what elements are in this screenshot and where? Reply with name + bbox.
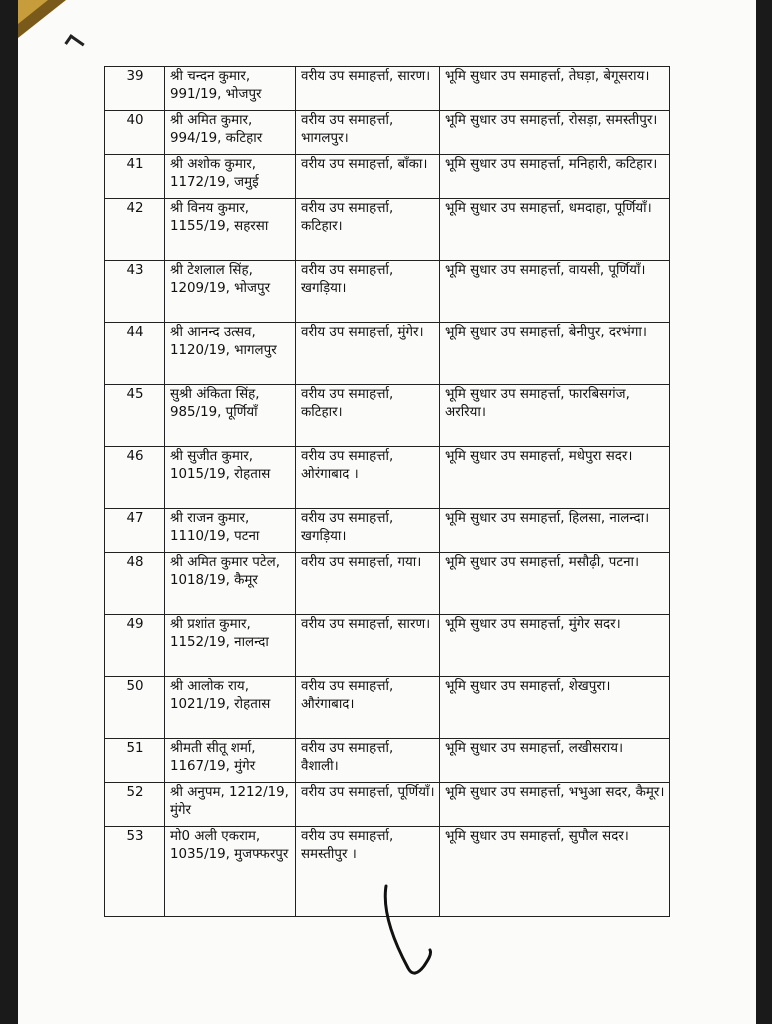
table-row <box>105 615 670 677</box>
current-posting-cell: वरीय उप समाहर्त्ता, ओरंगाबाद । <box>296 447 440 509</box>
serial-number-cell: 39 <box>105 67 165 111</box>
new-posting-cell: भूमि सुधार उप समाहर्त्ता, मधेपुरा सदर। <box>440 447 670 509</box>
current-posting-cell: वरीय उप समाहर्त्ता, पूर्णियाँ। <box>296 783 440 827</box>
new-posting-cell: भूमि सुधार उप समाहर्त्ता, तेघड़ा, बेगूसराय। <box>440 67 670 111</box>
current-posting-cell: वरीय उप समाहर्त्ता, भागलपुर। <box>296 111 440 155</box>
serial-number-cell: 43 <box>105 261 165 323</box>
officer-name-cell: श्री अमित कुमार पटेल, 1018/19, कैमूर <box>165 553 296 615</box>
table-row <box>105 199 670 261</box>
officer-name-cell: श्री आलोक राय, 1021/19, रोहतास <box>165 677 296 739</box>
new-posting-cell: भूमि सुधार उप समाहर्त्ता, मसौढ़ी, पटना। <box>440 553 670 615</box>
table-row <box>105 323 670 385</box>
table-row <box>105 509 670 553</box>
table-body <box>105 67 670 917</box>
serial-number-cell: 48 <box>105 553 165 615</box>
serial-number-cell: 42 <box>105 199 165 261</box>
page-corner-fold-light <box>18 0 48 24</box>
new-posting-cell: भूमि सुधार उप समाहर्त्ता, शेखपुरा। <box>440 677 670 739</box>
current-posting-cell: वरीय उप समाहर्त्ता, खगड़िया। <box>296 261 440 323</box>
new-posting-cell: भूमि सुधार उप समाहर्त्ता, धमदाहा, पूर्णियाँ। <box>440 199 670 261</box>
serial-number-cell: 52 <box>105 783 165 827</box>
officer-name-cell: श्री सुजीत कुमार, 1015/19, रोहतास <box>165 447 296 509</box>
serial-number-cell: 46 <box>105 447 165 509</box>
officer-name-cell: श्री टेशलाल सिंह, 1209/19, भोजपुर <box>165 261 296 323</box>
officer-name-cell: श्री राजन कुमार, 1110/19, पटना <box>165 509 296 553</box>
table-row <box>105 67 670 111</box>
table-row <box>105 447 670 509</box>
new-posting-cell: भूमि सुधार उप समाहर्त्ता, लखीसराय। <box>440 739 670 783</box>
officer-name-cell: श्री विनय कुमार, 1155/19, सहरसा <box>165 199 296 261</box>
current-posting-cell: वरीय उप समाहर्त्ता, खगड़िया। <box>296 509 440 553</box>
current-posting-cell: वरीय उप समाहर्त्ता, कटिहार। <box>296 199 440 261</box>
officer-name-cell: श्री चन्दन कुमार, 991/19, भोजपुर <box>165 67 296 111</box>
table-row <box>105 111 670 155</box>
officer-name-cell: श्री आनन्द उत्सव, 1120/19, भागलपुर <box>165 323 296 385</box>
transfer-posting-table <box>104 66 670 917</box>
current-posting-cell: वरीय उप समाहर्त्ता, कटिहार। <box>296 385 440 447</box>
officer-name-cell: श्रीमती सीतू शर्मा, 1167/19, मुंगेर <box>165 739 296 783</box>
current-posting-cell: वरीय उप समाहर्त्ता, सारण। <box>296 67 440 111</box>
officer-name-cell: श्री प्रशांत कुमार, 1152/19, नालन्दा <box>165 615 296 677</box>
new-posting-cell: भूमि सुधार उप समाहर्त्ता, सुपौल सदर। <box>440 827 670 917</box>
new-posting-cell: भूमि सुधार उप समाहर्त्ता, मनिहारी, कटिहार। <box>440 155 670 199</box>
table-row <box>105 155 670 199</box>
new-posting-cell: भूमि सुधार उप समाहर्त्ता, बेनीपुर, दरभंगा। <box>440 323 670 385</box>
current-posting-cell: वरीय उप समाहर्त्ता, बाँका। <box>296 155 440 199</box>
table-row <box>105 783 670 827</box>
current-posting-cell: वरीय उप समाहर्त्ता, वैशाली। <box>296 739 440 783</box>
officer-name-cell: मो0 अली एकराम, 1035/19, मुजफ्फरपुर <box>165 827 296 917</box>
table-row <box>105 677 670 739</box>
current-posting-cell: वरीय उप समाहर्त्ता, औरंगाबाद। <box>296 677 440 739</box>
table-row <box>105 553 670 615</box>
new-posting-cell: भूमि सुधार उप समाहर्त्ता, मुंगेर सदर। <box>440 615 670 677</box>
serial-number-cell: 47 <box>105 509 165 553</box>
handwritten-signature-stroke <box>372 882 452 982</box>
serial-number-cell: 44 <box>105 323 165 385</box>
officer-name-cell: श्री अमित कुमार, 994/19, कटिहार <box>165 111 296 155</box>
serial-number-cell: 45 <box>105 385 165 447</box>
table-row <box>105 385 670 447</box>
serial-number-cell: 40 <box>105 111 165 155</box>
current-posting-cell: वरीय उप समाहर्त्ता, सारण। <box>296 615 440 677</box>
serial-number-cell: 50 <box>105 677 165 739</box>
officer-name-cell: सुश्री अंकिता सिंह, 985/19, पूर्णियाँ <box>165 385 296 447</box>
officer-name-cell: श्री अशोक कुमार, 1172/19, जमुई <box>165 155 296 199</box>
new-posting-cell: भूमि सुधार उप समाहर्त्ता, हिलसा, नालन्दा। <box>440 509 670 553</box>
table-row <box>105 261 670 323</box>
current-posting-cell: वरीय उप समाहर्त्ता, मुंगेर। <box>296 323 440 385</box>
table-row <box>105 739 670 783</box>
new-posting-cell: भूमि सुधार उप समाहर्त्ता, रोसड़ा, समस्तीपुर। <box>440 111 670 155</box>
current-posting-cell: वरीय उप समाहर्त्ता, गया। <box>296 553 440 615</box>
new-posting-cell: भूमि सुधार उप समाहर्त्ता, भभुआ सदर, कैमूर। <box>440 783 670 827</box>
serial-number-cell: 41 <box>105 155 165 199</box>
serial-number-cell: 49 <box>105 615 165 677</box>
current-posting-cell: वरीय उप समाहर्त्ता, समस्तीपुर । <box>296 827 440 917</box>
serial-number-cell: 53 <box>105 827 165 917</box>
new-posting-cell: भूमि सुधार उप समाहर्त्ता, वायसी, पूर्णियाँ। <box>440 261 670 323</box>
new-posting-cell: भूमि सुधार उप समाहर्त्ता, फारबिसगंज, अररिया। <box>440 385 670 447</box>
officer-name-cell: श्री अनुपम, 1212/19, मुंगेर <box>165 783 296 827</box>
serial-number-cell: 51 <box>105 739 165 783</box>
